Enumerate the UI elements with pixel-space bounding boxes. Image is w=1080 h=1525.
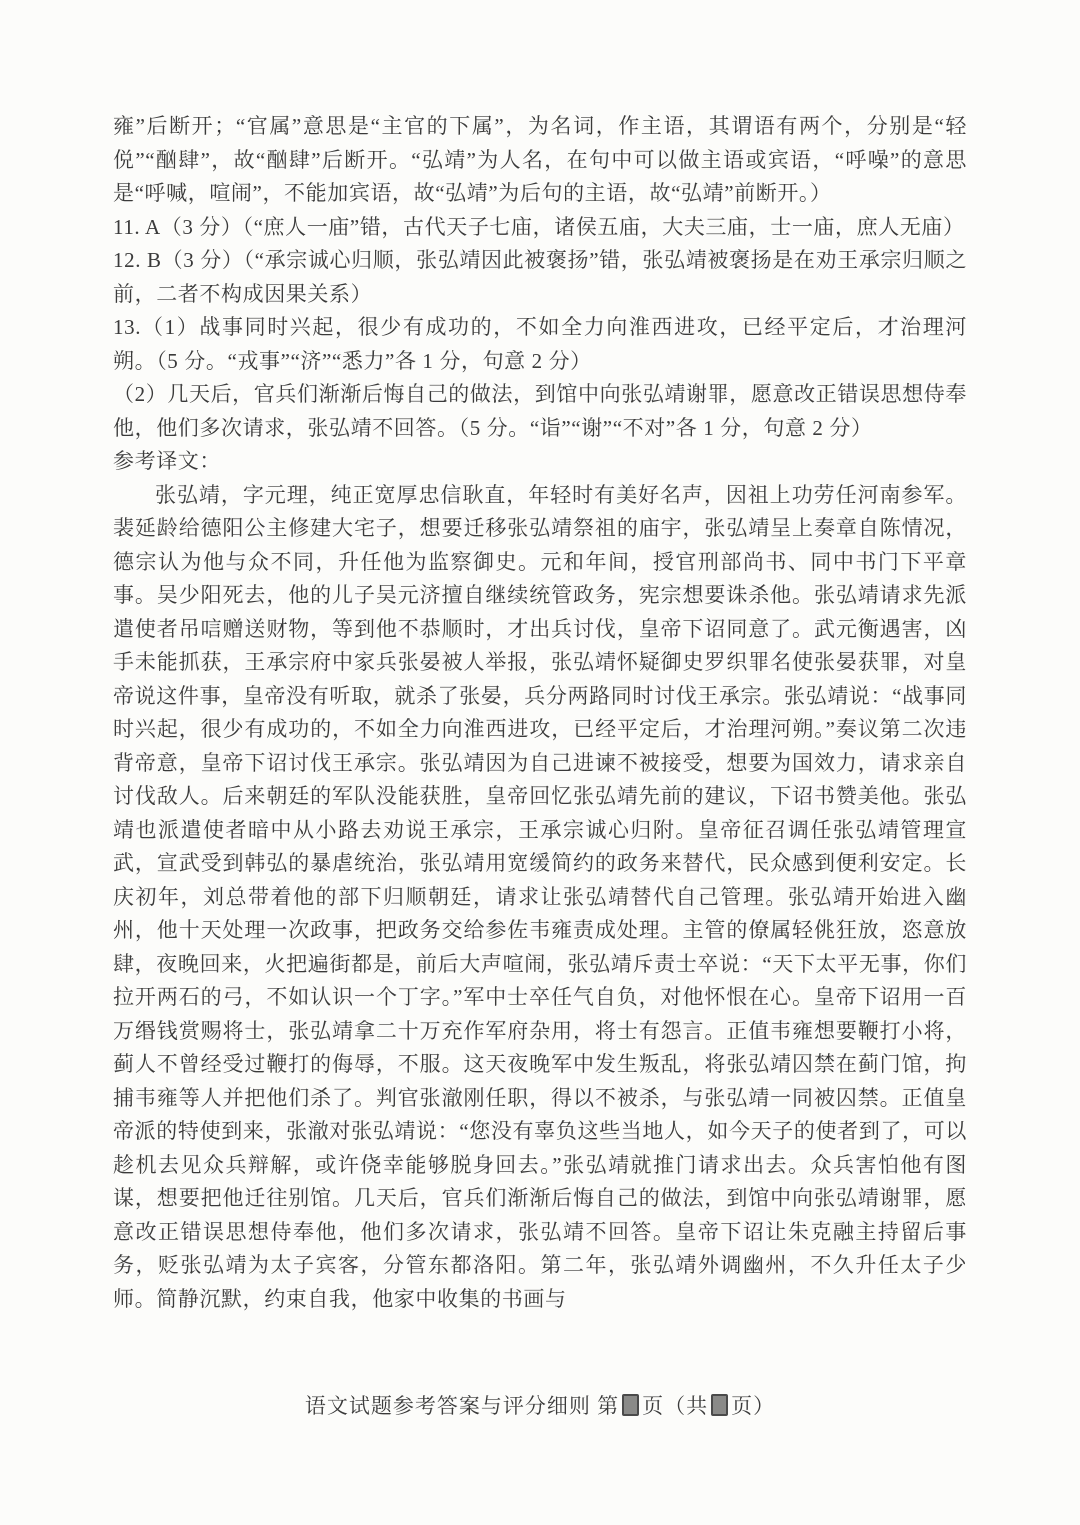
reference-translation-heading: 参考译文：	[113, 449, 221, 473]
reference-translation: 张弘靖，字元理，纯正宽厚忠信耿直，年轻时有美好名声，因祖上功劳任河南参军。裴延龄给德阳公主修建大宅子，想要迁移张弘靖祭祖的庙宇，张弘靖呈上奏章自陈情况，德宗认为他与众不同，升任他为监察御史。元和年间，授官刑部尚书、同中书门下平章事。吴少阳死去，他的儿子吴元济擅自继续统管政务，宪宗想要诛杀他。张弘靖请求先派遣使者吊唁赠送财物，等到他不恭顺时，才出兵讨伐，皇帝下诏同意了。武元衡遇害，凶手未能抓获，王承宗府中家兵张晏被人举报，张弘靖怀疑御史罗织罪名使张晏获罪，对皇帝说这件事，皇帝没有听取，就杀了张晏，兵分两路同时讨伐王承宗。张弘靖说：“战事同时兴起，很少有成功的，不如全力向淮西进攻，已经平定后，才治理河朔。”奏议第二次违背帝意，皇帝下诏讨伐王承宗。张弘靖因为自己进谏不被接受，想要为国效力，请求亲自讨伐敌人。后来朝廷的军队没能获胜，皇帝回忆张弘靖先前的建议，下诏书赞美他。张弘靖也派遣使者暗中从小路去劝说王承宗，王承宗诚心归附。皇帝征召调任张弘靖管理宣武，宣武受到韩弘的暴虐统治，张弘靖用宽缓简约的政务来替代，民众感到便利安定。长庆初年，刘总带着他的部下归顺朝廷，请求让张弘靖替代自己管理。张弘靖开始进入幽州，他十天处理一次政事，把政务交给参佐韦雍责成处理。主管的僚属轻佻狂放，恣意放肆，夜晚回来，火把遍街都是，前后大声喧闹，张弘靖斥责士卒说：“天下太平无事，你们拉开两石的弓，不如认识一个丁字。”军中士卒任气自负，对他怀恨在心。皇帝下诏用一百万缗钱赏赐将士，张弘靖拿二十万充作军府杂用，将士有怨言。正值韦雍想要鞭打小将，蓟人不曾经受过鞭打的侮辱，不服。这天夜晚军中发生叛乱，将张弘靖囚禁在蓟门馆，拘捕韦雍等人并把他们杀了。判官张澈刚任职，得以不被杀，与张弘靖一同被囚禁。正值皇帝派的特使到来，张澈对张弘靖说：“您没有辜负这些当地人，如今天子的使者到了，可以趁机去见众兵辩解，或许侥幸能够脱身回去。”张弘靖就推门请求出去。众兵害怕他有图谋，想要把他迁往别馆。几天后，官兵们渐渐后悔自己的做法，到馆中向张弘靖谢罪，愿意改正错误思想侍奉他，他们多次请求，张弘靖不回答。皇帝下诏让朱克融主持留后事务，贬张弘靖为太子宾客，分管东都洛阳。第二年，张弘靖外调幽州，不久升任太子少师。简静沉默，约束自我，他家中收集的书画与	[113, 482, 967, 1311]
answer-sheet-content	[113, 110, 967, 1316]
answer-12: 12. B（3 分）（“承宗诚心归顺，张弘靖因此被褒扬”错，张弘靖被褒扬是在劝王承宗归顺之前，二者不构成因果关系）	[113, 248, 967, 306]
answer-11: 11. A（3 分）（“庶人一庙”错，古代天子七庙，诸侯五庙，大夫三庙，士一庙，庶人无庙）	[113, 214, 965, 239]
paragraph-punctuation-explanation: 雍”后断开；“官属”意思是“主官的下属”，为名词，作主语，其谓语有两个，分别是“轻侻”“酗肆”，故“酗肆”后断开。“弘靖”为人名，在句中可以做主语或宾语，“呼噪”的意思是“呼喊，喧闹”，不能加宾语，故“弘靖”为后句的主语，故“弘靖”前断开。）	[113, 114, 967, 205]
answer-13-1: 13.（1）战事同时兴起，很少有成功的，不如全力向淮西进攻，已经平定后，才治理河朔。（5 分。“戎事”“济”“悉力”各 1 分，句意 2 分）	[113, 315, 967, 373]
page-footer	[0, 1390, 1080, 1420]
footer-middle: 页（共	[642, 1394, 709, 1418]
footer-title-prefix: 语文试题参考答案与评分细则 第	[304, 1394, 620, 1418]
total-pages-box	[711, 1394, 728, 1416]
answer-13-2: （2）几天后，官兵们渐渐后悔自己的做法，到馆中向张弘靖谢罪，愿意改正错误思想侍奉他，他们多次请求，张弘靖不回答。（5 分。“诣”“谢”“不对”各 1 分，句意 2 分）	[113, 382, 967, 440]
paragraph-list	[113, 110, 967, 1316]
footer-suffix: 页）	[731, 1394, 776, 1418]
page-number-box	[622, 1394, 639, 1416]
